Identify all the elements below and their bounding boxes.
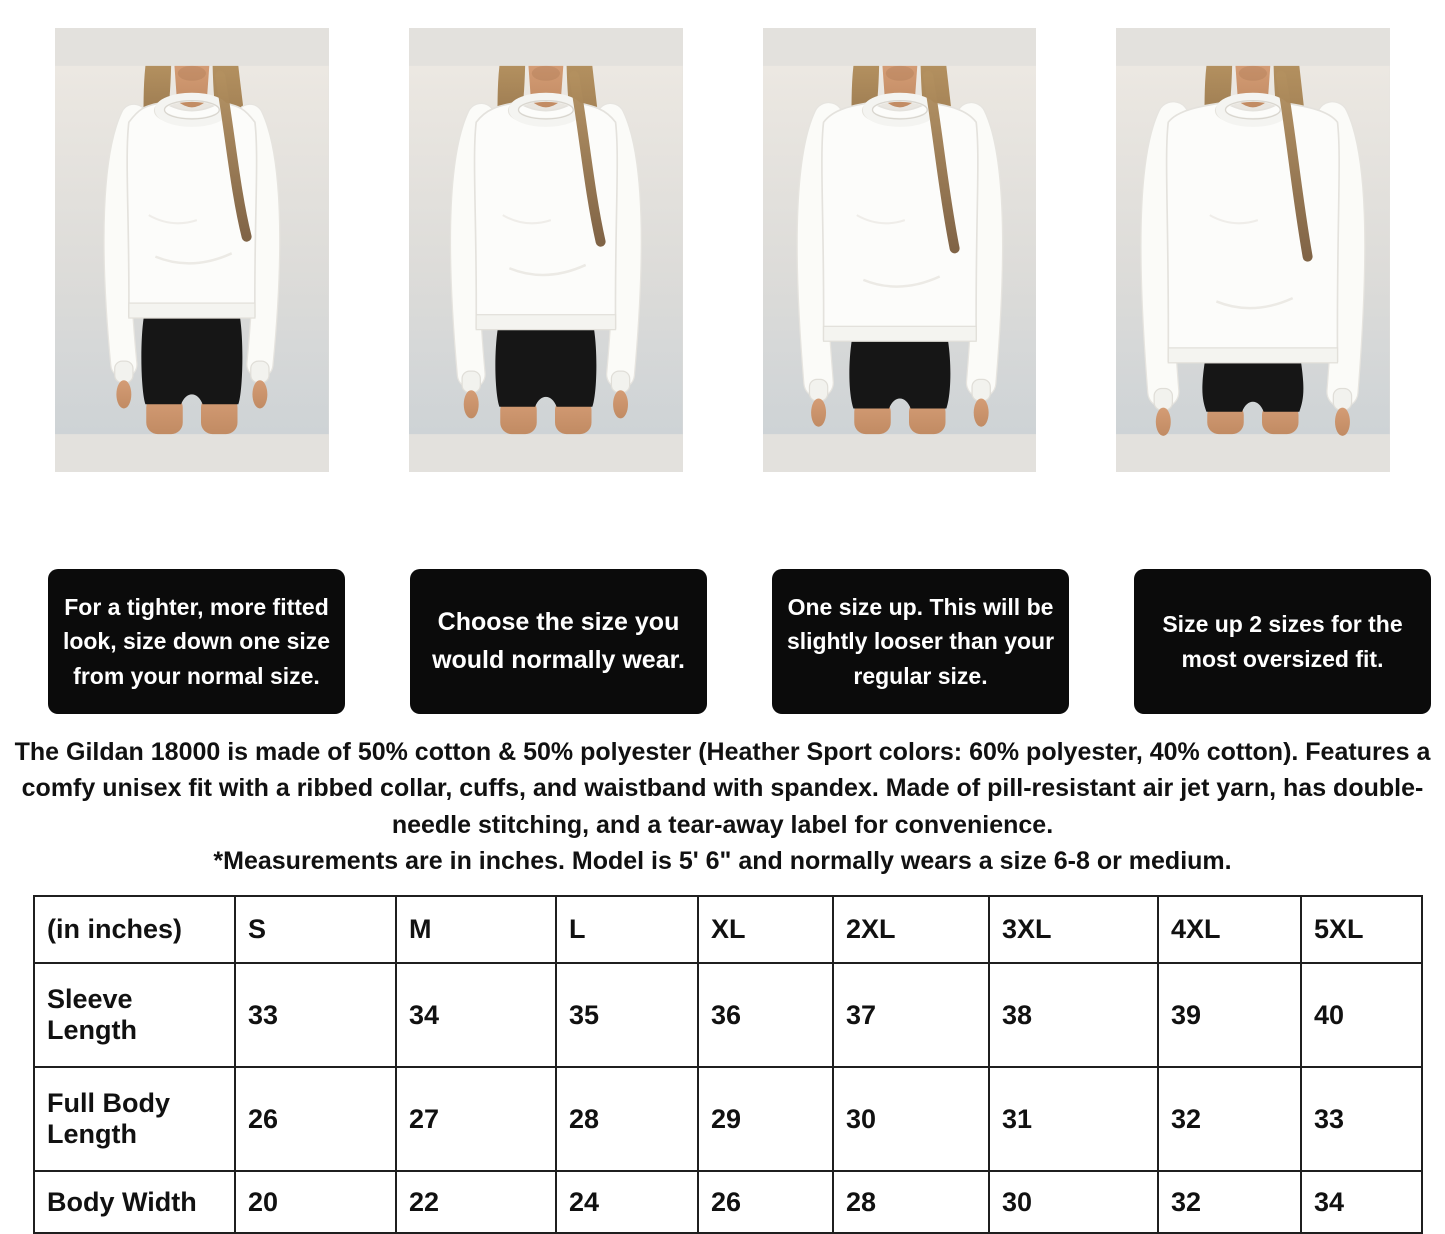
table-row-body-width xyxy=(34,1171,1422,1233)
size-chart-cell: 28 xyxy=(556,1067,698,1171)
size-chart-cell: 26 xyxy=(235,1067,396,1171)
size-chart-row-label: Body Width xyxy=(34,1171,235,1233)
fit-advice-text: One size up. This will be slightly looser than your regular size. xyxy=(786,593,1055,689)
measurement-note: *Measurements are in inches. Model is 5' 6" and normally wears a size 6-8 or medium. xyxy=(213,846,1232,875)
size-chart-cell: 20 xyxy=(235,1171,396,1233)
fit-advice-text: For a tighter, more fitted look, size down one size from your normal size. xyxy=(62,593,331,689)
size-chart-units-header: (in inches) xyxy=(34,896,235,963)
size-chart-size-header-4xl: 4XL xyxy=(1158,896,1301,963)
size-chart-size-header-2xl: 2XL xyxy=(833,896,989,963)
size-chart-cell: 26 xyxy=(698,1171,833,1233)
size-chart-row-label: Sleeve Length xyxy=(34,963,235,1067)
fit-advice-text: Choose the size you would normally wear. xyxy=(432,608,685,674)
size-chart-cell: 27 xyxy=(396,1067,556,1171)
size-chart-cell: 32 xyxy=(1158,1067,1301,1171)
size-chart-cell: 28 xyxy=(833,1171,989,1233)
model-photo-one-size-up xyxy=(763,28,1037,472)
table-row-sleeve-length xyxy=(34,963,1422,1067)
size-chart-cell: 33 xyxy=(235,963,396,1067)
size-chart-size-header-l: L xyxy=(556,896,698,963)
size-chart-cell: 31 xyxy=(989,1067,1158,1171)
size-chart-cell: 38 xyxy=(989,963,1158,1067)
size-chart-cell: 29 xyxy=(698,1067,833,1171)
size-chart-size-header-5xl: 5XL xyxy=(1301,896,1422,963)
product-description: The Gildan 18000 is made of 50% cotton & 50% polyester (Heather Sport colors: 60% polyester, 40% cotton). Features a comfy unisex fit with a ribbed collar, cuffs, and waistband with spandex. Made of pill-resistant air jet yarn, has double-needle stitching, and a tear-away label for convenience. xyxy=(14,738,1431,839)
size-chart-table xyxy=(33,895,1423,1234)
size-chart-cell: 40 xyxy=(1301,963,1422,1067)
table-row-full-body-length xyxy=(34,1067,1422,1171)
size-chart-size-header-xl: XL xyxy=(698,896,833,963)
size-chart-cell: 22 xyxy=(396,1171,556,1233)
fit-advice-box-true-size xyxy=(410,569,707,714)
size-chart-cell: 34 xyxy=(1301,1171,1422,1233)
size-chart-cell: 36 xyxy=(698,963,833,1067)
size-chart-cell: 37 xyxy=(833,963,989,1067)
size-chart-cell: 34 xyxy=(396,963,556,1067)
fit-advice-box-one-size-up xyxy=(772,569,1069,714)
fit-advice-box-two-sizes-up xyxy=(1134,569,1431,714)
size-chart-cell: 30 xyxy=(989,1171,1158,1233)
model-photo-true-size xyxy=(409,28,683,472)
size-chart-cell: 24 xyxy=(556,1171,698,1233)
size-chart-size-header-s: S xyxy=(235,896,396,963)
size-chart-row-label: Full Body Length xyxy=(34,1067,235,1171)
size-chart-cell: 39 xyxy=(1158,963,1301,1067)
model-photo-two-sizes-up xyxy=(1116,28,1390,472)
size-chart-size-header-3xl: 3XL xyxy=(989,896,1158,963)
fit-advice-text: Size up 2 sizes for the most oversized fit. xyxy=(1162,611,1403,672)
size-chart-cell: 30 xyxy=(833,1067,989,1171)
fit-advice-box-size-down xyxy=(48,569,345,714)
fit-advice-row xyxy=(0,569,1445,714)
size-chart-header-row xyxy=(34,896,1422,963)
size-chart-size-header-m: M xyxy=(396,896,556,963)
model-photo-size-down xyxy=(55,28,329,472)
size-chart-cell: 35 xyxy=(556,963,698,1067)
product-photos-row xyxy=(0,0,1445,488)
size-chart-cell: 32 xyxy=(1158,1171,1301,1233)
size-chart-cell: 33 xyxy=(1301,1067,1422,1171)
